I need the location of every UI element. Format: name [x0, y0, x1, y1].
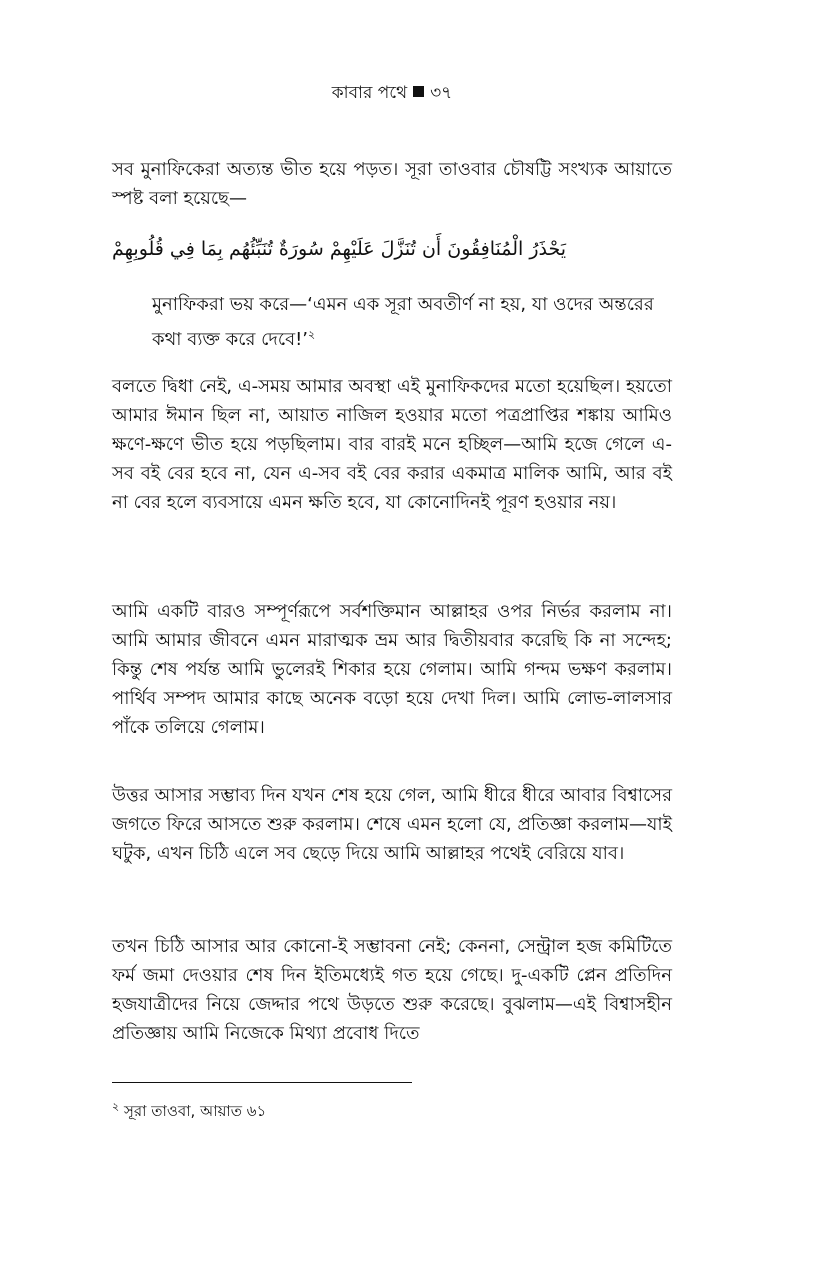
paragraph-3: আমি একটি বারও সম্পূর্ণরূপে সর্বশক্তিমান আল্লাহর ওপর নির্ভর করলাম না। আমি আমার জীবনে এমন মারাত্মক ভ্রম আর দ্বিতীয়বার করেছি কি না সন্দেহ; কিন্তু শেষ পর্যন্ত আমি ভুলেরই শিকার হয়ে গেলাম। আমি গন্দম ভক্ষণ করলাম। পার্থিব সম্পদ আমার কাছে অনেক বড়ো হয়ে দেখা দিল। আমি লোভ-লালসার পাঁকে তলিয়ে গেলাম। [112, 601, 672, 738]
paragraph-4: উত্তর আসার সম্ভাব্য দিন যখন শেষ হয়ে গেল, আমি ধীরে ধীরে আবার বিশ্বাসের জগতে ফিরে আসতে শুরু করলাম। শেষে এমন হলো যে, প্রতিজ্ঞা করলাম—যাই ঘটুক, এখন চিঠি এলে সব ছেড়ে দিয়ে আমি আল্লাহর পথেই বেরিয়ে যাব। [112, 785, 672, 864]
footnote-mark: ২ [112, 1100, 120, 1113]
paragraph-2: বলতে দ্বিধা নেই, এ-সময় আমার অবস্থা এই মুনাফিকদের মতো হয়েছিল। হয়তো আমার ঈমান ছিল না, আয়াত নাজিল হওয়ার মতো পত্রপ্রাপ্তির শঙ্কায় আমিও ক্ষণে-ক্ষণে ভীত হয়ে পড়ছিলাম। বার বারই মনে হচ্ছিল—আমি হজে গেলে এ-সব বই বের হবে না, যেন এ-সব বই বের করার একমাত্র মালিক আমি, আর বই না বের হলে ব্যবসায়ে এমন ক্ষতি হবে, যা কোনোদিনই পূরণ হওয়ার নয়। [112, 376, 672, 513]
running-header [112, 80, 672, 108]
arabic-verse: يَحْذَرُ الْمُنَافِقُونَ أَن تُنَزَّلَ عَلَيْهِمْ سُورَةٌ تُنَبِّئُهُم بِمَا فِي قُلُوبِهِمْ [112, 238, 567, 260]
page-number: ৩৭ [430, 83, 453, 103]
footnote [112, 1098, 266, 1125]
footnote-text: সূরা তাওবা, আয়াত ৬১ [123, 1102, 267, 1120]
verse-translation-text: মুনাফিকরা ভয় করে—‘এমন এক সূরা অবতীর্ণ না হয়, যা ওদের অন্তরের কথা ব্যক্ত করে দেবে!’ [152, 294, 654, 350]
footnote-reference: ২ [308, 328, 316, 341]
footnote-divider [112, 1082, 412, 1083]
paragraph-1: সব মুনাফিকেরা অত্যন্ত ভীত হয়ে পড়ত। সূরা তাওবার চৌষট্টি সংখ্যক আয়াতে স্পষ্ট বলা হয়েছে— [112, 159, 672, 209]
square-separator-icon [413, 86, 424, 97]
book-title: কাবার পথে [331, 83, 408, 103]
verse-translation [152, 290, 672, 355]
paragraph-5: তখন চিঠি আসার আর কোনো-ই সম্ভাবনা নেই; কেননা, সেন্ট্রাল হজ কমিটিতে ফর্ম জমা দেওয়ার শেষ দিন ইতিমধ্যেই গত হয়ে গেছে। দু-একটি প্লেন প্রতিদিন হজযাত্রীদের নিয়ে জেদ্দার পথে উড়তে শুরু করেছে। বুঝলাম—এই বিশ্বাসহীন প্রতিজ্ঞায় আমি নিজেকে মিথ্যা প্রবোধ দিতে [112, 936, 672, 1044]
